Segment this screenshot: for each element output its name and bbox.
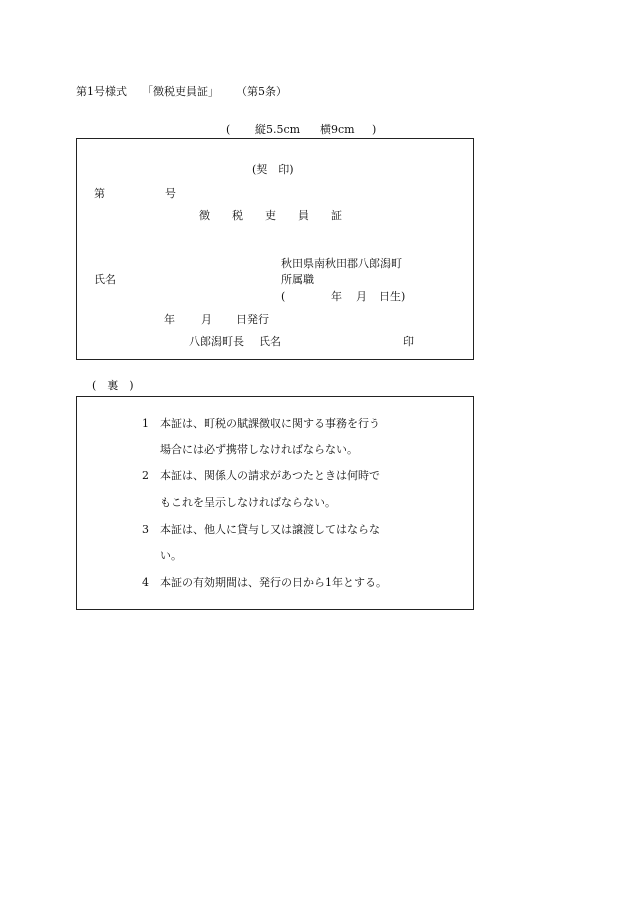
back-label: ( 裏 ) xyxy=(92,379,134,392)
back-item-4-num: 4 xyxy=(142,576,149,589)
issuer-title: 八郎潟町長 xyxy=(189,335,244,348)
number-suffix: 号 xyxy=(165,187,176,200)
form-article: （第5条） xyxy=(236,85,287,98)
size-note-width: 横9cm xyxy=(320,123,355,136)
birth-month: 月 xyxy=(356,290,367,303)
size-note-close: ) xyxy=(372,123,377,136)
issuer-name-label: 氏名 xyxy=(259,335,281,348)
size-note-height: 縦5.5cm xyxy=(255,123,301,136)
back-item-3-line2: い。 xyxy=(160,549,182,562)
back-item-4-line1: 本証の有効期間は、発行の日から1年とする。 xyxy=(160,576,387,589)
stamp-label: 印 xyxy=(403,335,414,348)
seal-label: (契 印) xyxy=(252,163,294,176)
address-text: 秋田県南秋田郡八郎潟町 xyxy=(281,257,402,270)
issue-year: 年 xyxy=(164,313,175,326)
issue-day: 日発行 xyxy=(236,313,269,326)
birth-open: ( xyxy=(281,290,286,303)
dept-label: 所属職 xyxy=(281,273,314,286)
name-label: 氏名 xyxy=(94,273,116,286)
size-note-open: ( xyxy=(226,123,231,136)
back-item-1-line2: 場合には必ず携帯しなければならない。 xyxy=(160,443,358,456)
back-item-1-num: 1 xyxy=(142,417,149,430)
birth-day: 日生) xyxy=(379,290,406,303)
birth-year: 年 xyxy=(331,290,342,303)
back-item-2-line1: 本証は、関係人の請求があつたときは何時で xyxy=(160,469,380,482)
back-item-1-line1: 本証は、町税の賦課徴収に関する事務を行う xyxy=(160,417,380,430)
issue-month: 月 xyxy=(201,313,212,326)
back-item-3-line1: 本証は、他人に貸与し又は譲渡してはならな xyxy=(160,523,380,536)
back-item-3-num: 3 xyxy=(142,523,149,536)
number-prefix: 第 xyxy=(94,187,105,200)
back-item-2-num: 2 xyxy=(142,469,149,482)
back-item-2-line2: もこれを呈示しなければならない。 xyxy=(160,496,336,509)
form-title: 「徴税吏員証」 xyxy=(142,85,219,98)
card-title: 徴 税 吏 員 証 xyxy=(199,209,342,222)
form-number: 第1号様式 xyxy=(76,85,127,98)
